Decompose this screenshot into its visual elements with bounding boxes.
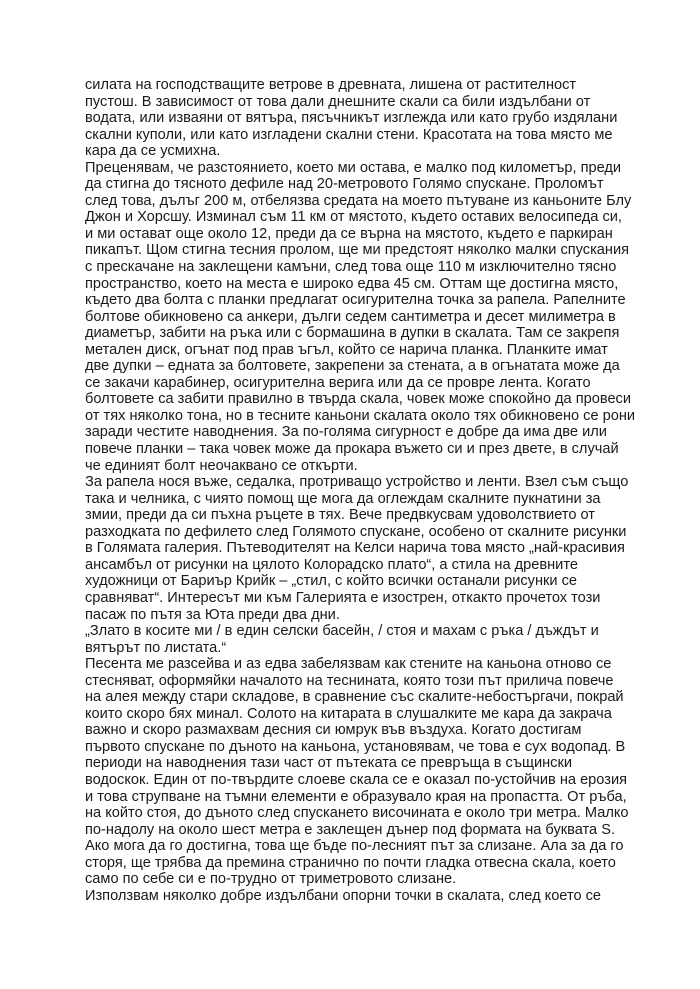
text-line: и това струпване на тъмни елементи е образувало края на пропастта. От ръба, [85,788,627,805]
text-line: За рапела нося въже, седалка, протриващо устройство и ленти. Взел съм също [85,474,629,491]
text-line: от тях няколко тона, но в тесните каньони скалата около тях обикновено се рони [85,407,636,424]
text-line: разходката по дефилето след Голямото спускане, особено от скалните рисунки [85,523,627,540]
text-line: на алея между стари складове, в сравнение със скалите-небостъргачи, покрай [85,689,624,706]
text-line: периоди на наводнения тази част от пътеката се превръща в същински [85,755,573,772]
text-line: с прескачане на заклещени камъни, след това още 110 м изключително тясно [85,259,617,276]
text-line: Ако мога да го достигна, това ще бъде по-лесният път за слизане. Ала за да го [85,838,624,855]
text-line: сторя, ще трябва да премина странично по почти гладка отвесна скала, което [85,854,616,871]
text-line: стесняват, оформяйки началото на теснината, която този път прилича повече [85,672,614,689]
text-line: метален диск, огънат под прав ъгъл, който се нарича планка. Планките имат [85,341,608,358]
text-line: първото спускане по дъното на каньона, установявам, че това е сух водопад. В [85,738,626,755]
text-line: Джон и Хорсшу. Изминал съм 11 км от мястото, където оставих велосипеда си, [85,209,622,226]
text-line: на който стоя, до дъното след спускането височината е около три метра. Малко [85,805,629,822]
text-line: пикапът. Щом стигна тесния пролом, ще ми предстоят няколко малки спускания [85,242,630,259]
text-line: болтове обикновено са анкери, дълги седем сантиметра и десет милиметра в [85,308,616,325]
text-line: които скоро бях минал. Солото на китарата в слушалките ме кара да закрача [85,705,612,722]
text-line: така и челника, с чиято помощ ще мога да оглеждам скалните пукнатини за [85,490,601,507]
text-line: повече планки – така човек може да прокара въжето си и през двете, в случай [85,441,619,458]
text-line: само по себе си е по-трудно от триметровото слизане. [85,871,457,888]
text-line: в Голямата галерия. Пътеводителят на Келси нарича това място „най-красивия [85,540,625,557]
text-line: змии, преди да си пъхна ръцете в тях. Вече предвкусвам удоволствието от [85,507,595,524]
text-line: пасаж по пътя за Юта преди два дни. [85,606,340,623]
text-line: и ми остават още около 12, преди да се върна на мястото, където е паркиран [85,225,613,242]
text-line: художници от Бариър Крийк – „стил, с който всички останали рисунки се [85,573,578,590]
text-line: важно и скоро размахвам десния си юмрук във въздуха. Когато достигам [85,722,582,739]
text-line: две дупки – едната за болтовете, закрепени за стената, а в огънатата може да [85,358,620,375]
text-line: Преценявам, че разстоянието, което ми остава, е малко под километър, преди [85,159,622,176]
text-line: заради честите наводнения. За по-голяма сигурност е добре да има две или [85,424,607,441]
text-line: пространство, което на места е широко едва 45 см. Оттам ще достигна място, [85,275,619,292]
text-line: след това, дълъг 200 м, отбелязва средата на моето пътуване из каньоните Блу [85,192,632,209]
text-line: диаметър, забити на ръка или с бормашина в дупки в скалата. Там се закрепя [85,325,620,342]
text-line: пустош. В зависимост от това дали днешните скали са били издълбани от [85,93,591,110]
text-line: водоскок. Един от по-твърдите слоеве скала се е оказал по-устойчив на ерозия [85,771,627,788]
text-line: скални куполи, или като изгладени скални стени. Красотата на това място ме [85,126,613,143]
text-line: „Злато в косите ми / в един селски басейн, / стоя и махам с ръка / дъждът и [85,623,599,640]
text-line: Песента ме разсейва и аз едва забелязвам как стените на каньона отново се [85,656,612,673]
text-line: водата, или изваяни от вятъра, пясъчникът изглежда или като грубо издялани [85,110,618,127]
text-line: вятърът по листата.“ [85,639,227,656]
text-line: че единият болт неочаквано се откърти. [85,457,358,474]
text-line: Използвам няколко добре издълбани опорни точки в скалата, след което се [85,887,602,904]
text-line: ансамбъл от рисунки на цялото Колорадско плато“, а стила на древните [85,556,578,573]
text-line: се закачи карабинер, осигурителна верига или да се провре лента. Когато [85,374,591,391]
text-line: силата на господстващите ветрове в древната, лишена от растителност [85,77,577,93]
text-line: сравняват“. Интересът ми към Галерията е изострен, откакто прочетох този [85,589,601,606]
text-line: болтовете са забити правилно в твърда скала, човек може спокойно да провеси [85,391,632,408]
text-line: по-надолу на около шест метра е заклещен дънер под формата на буквата S. [85,821,616,838]
body-text [85,77,636,904]
text-line: кара да се усмихна. [85,143,221,160]
text-line: където два болта с планки предлагат осигурителна точка за рапела. Рапелните [85,292,626,309]
text-line: да стигна до тясното дефиле над 20-метровото Голямо спускане. Проломът [85,176,604,193]
